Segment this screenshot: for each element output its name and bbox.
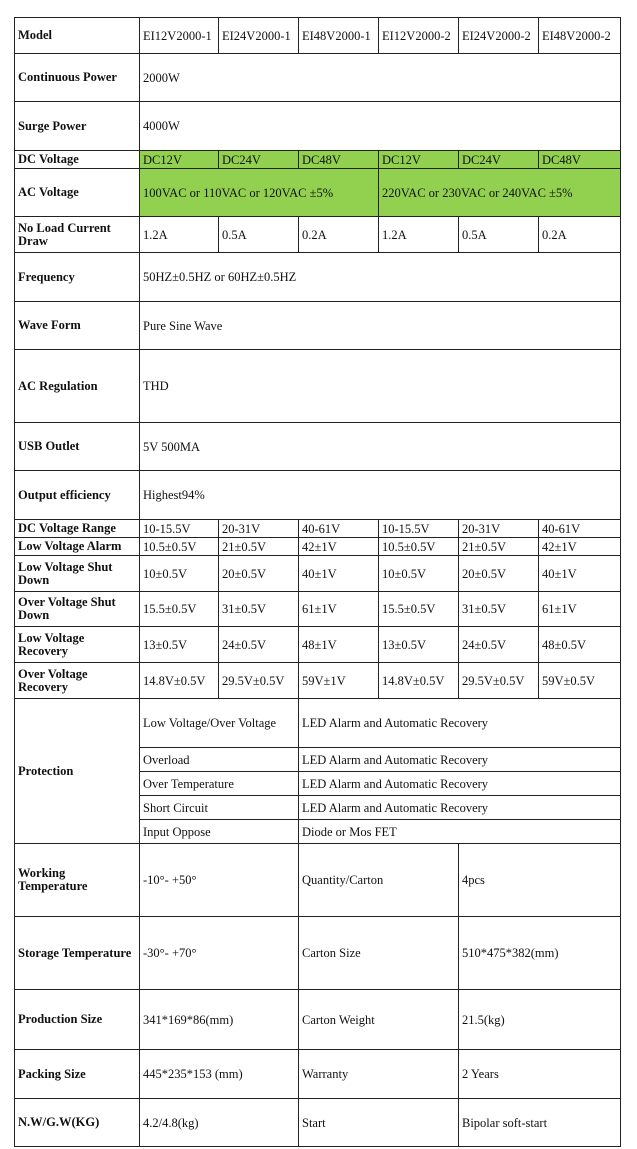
row-low-voltage-shutdown [15,556,621,592]
row-label: Packing Size [15,1050,140,1099]
value-cell: 15.5±0.5V [140,592,219,627]
row-working-temperature [15,844,621,917]
row-value: 2000W [140,54,621,102]
row-key2: Carton Weight [299,990,459,1050]
row-value: Pure Sine Wave [140,302,621,350]
row-no-load-current [15,217,621,253]
value-cell: 42±1V [299,538,379,556]
row-value2: 4pcs [459,844,621,917]
dc-voltage-cell: DC48V [539,151,621,169]
value-cell: 42±1V [539,538,621,556]
value-cell: 21±0.5V [459,538,539,556]
row-wave-form [15,302,621,350]
row-value: 4.2/4.8(kg) [140,1099,299,1147]
value-cell: 20-31V [459,520,539,538]
row-label: Over Voltage Shut Down [15,592,140,627]
protection-item-value: LED Alarm and Automatic Recovery [299,699,621,748]
value-cell: 59V±1V [299,663,379,699]
row-label-protection: Protection [15,699,140,844]
row-value: THD [140,350,621,423]
row-over-voltage-shutdown [15,592,621,627]
row-label: DC Voltage Range [15,520,140,538]
value-cell: 10-15.5V [140,520,219,538]
row-value2: Bipolar soft-start [459,1099,621,1147]
row-label: Over Voltage Recovery [15,663,140,699]
model-cell: EI12V2000-1 [140,18,219,54]
row-value: 50HZ±0.5HZ or 60HZ±0.5HZ [140,253,621,302]
value-cell: 40-61V [299,520,379,538]
row-low-voltage-recovery [15,627,621,663]
protection-item-value: LED Alarm and Automatic Recovery [299,772,621,796]
value-cell: 24±0.5V [459,627,539,663]
value-cell: 0.5A [459,217,539,253]
value-cell: 0.2A [539,217,621,253]
protection-item-name: Input Oppose [140,820,299,844]
protection-item-value: LED Alarm and Automatic Recovery [299,748,621,772]
row-label: AC Regulation [15,350,140,423]
row-key2: Warranty [299,1050,459,1099]
row-low-voltage-alarm [15,538,621,556]
row-dc-voltage [15,151,621,169]
value-cell: 31±0.5V [219,592,299,627]
row-label: Wave Form [15,302,140,350]
row-output-efficiency [15,471,621,520]
value-cell: 10.5±0.5V [379,538,459,556]
row-label: Production Size [15,990,140,1050]
value-cell: 31±0.5V [459,592,539,627]
value-cell: 24±0.5V [219,627,299,663]
row-value: -10°- +50° [140,844,299,917]
value-cell: 40±1V [299,556,379,592]
row-storage-temperature [15,917,621,990]
dc-voltage-cell: DC24V [219,151,299,169]
row-usb-outlet [15,423,621,471]
row-label: N.W/G.W(KG) [15,1099,140,1147]
value-cell: 14.8V±0.5V [379,663,459,699]
row-value2: 2 Years [459,1050,621,1099]
protection-item-name: Overload [140,748,299,772]
value-cell: 48±0.5V [539,627,621,663]
value-cell: 48±1V [299,627,379,663]
ac-voltage-cell: 220VAC or 230VAC or 240VAC ±5% [379,169,621,217]
protection-item-name: Over Temperature [140,772,299,796]
value-cell: 15.5±0.5V [379,592,459,627]
value-cell: 40-61V [539,520,621,538]
value-cell: 0.5A [219,217,299,253]
protection-item-name: Low Voltage/Over Voltage [140,699,299,748]
row-value2: 21.5(kg) [459,990,621,1050]
row-production-size [15,990,621,1050]
row-surge-power [15,102,621,151]
row-label: DC Voltage [15,151,140,169]
value-cell: 20±0.5V [459,556,539,592]
value-cell: 61±1V [539,592,621,627]
value-cell: 59V±0.5V [539,663,621,699]
row-label: AC Voltage [15,169,140,217]
row-nw-gw [15,1099,621,1147]
value-cell: 1.2A [140,217,219,253]
protection-item-value: LED Alarm and Automatic Recovery [299,796,621,820]
row-protection [15,699,621,748]
value-cell: 10.5±0.5V [140,538,219,556]
row-frequency [15,253,621,302]
model-cell: EI24V2000-2 [459,18,539,54]
model-cell: EI12V2000-2 [379,18,459,54]
row-label-model: Model [15,18,140,54]
row-value: 4000W [140,102,621,151]
value-cell: 40±1V [539,556,621,592]
row-ac-voltage [15,169,621,217]
value-cell: 20±0.5V [219,556,299,592]
value-cell: 0.2A [299,217,379,253]
value-cell: 10±0.5V [379,556,459,592]
value-cell: 21±0.5V [219,538,299,556]
protection-item-value: Diode or Mos FET [299,820,621,844]
value-cell: 14.8V±0.5V [140,663,219,699]
model-cell: EI48V2000-2 [539,18,621,54]
row-dc-voltage-range [15,520,621,538]
ac-voltage-cell: 100VAC or 110VAC or 120VAC ±5% [140,169,379,217]
row-value: 445*235*153 (mm) [140,1050,299,1099]
row-label: Low Voltage Recovery [15,627,140,663]
dc-voltage-cell: DC12V [379,151,459,169]
row-label: USB Outlet [15,423,140,471]
row-label: No Load Current Draw [15,217,140,253]
value-cell: 29.5V±0.5V [459,663,539,699]
row-label: Output efficiency [15,471,140,520]
row-label: Continuous Power [15,54,140,102]
value-cell: 29.5V±0.5V [219,663,299,699]
dc-voltage-cell: DC24V [459,151,539,169]
dc-voltage-cell: DC48V [299,151,379,169]
value-cell: 10-15.5V [379,520,459,538]
row-value: 341*169*86(mm) [140,990,299,1050]
value-cell: 13±0.5V [140,627,219,663]
value-cell: 61±1V [299,592,379,627]
row-key2: Start [299,1099,459,1147]
row-over-voltage-recovery [15,663,621,699]
value-cell: 1.2A [379,217,459,253]
row-value: -30°- +70° [140,917,299,990]
model-cell: EI24V2000-1 [219,18,299,54]
row-label: Low Voltage Alarm [15,538,140,556]
row-key2: Quantity/Carton [299,844,459,917]
row-label: Storage Temperature [15,917,140,990]
value-cell: 10±0.5V [140,556,219,592]
model-cell: EI48V2000-1 [299,18,379,54]
spec-table [14,17,621,1147]
row-label: Frequency [15,253,140,302]
row-value2: 510*475*382(mm) [459,917,621,990]
value-cell: 20-31V [219,520,299,538]
row-ac-regulation [15,350,621,423]
row-label: Low Voltage Shut Down [15,556,140,592]
row-key2: Carton Size [299,917,459,990]
row-value: 5V 500MA [140,423,621,471]
row-continuous-power [15,54,621,102]
row-model [15,18,621,54]
protection-item-name: Short Circuit [140,796,299,820]
row-label: Surge Power [15,102,140,151]
row-packing-size [15,1050,621,1099]
row-value: Highest94% [140,471,621,520]
value-cell: 13±0.5V [379,627,459,663]
dc-voltage-cell: DC12V [140,151,219,169]
row-label: Working Temperature [15,844,140,917]
